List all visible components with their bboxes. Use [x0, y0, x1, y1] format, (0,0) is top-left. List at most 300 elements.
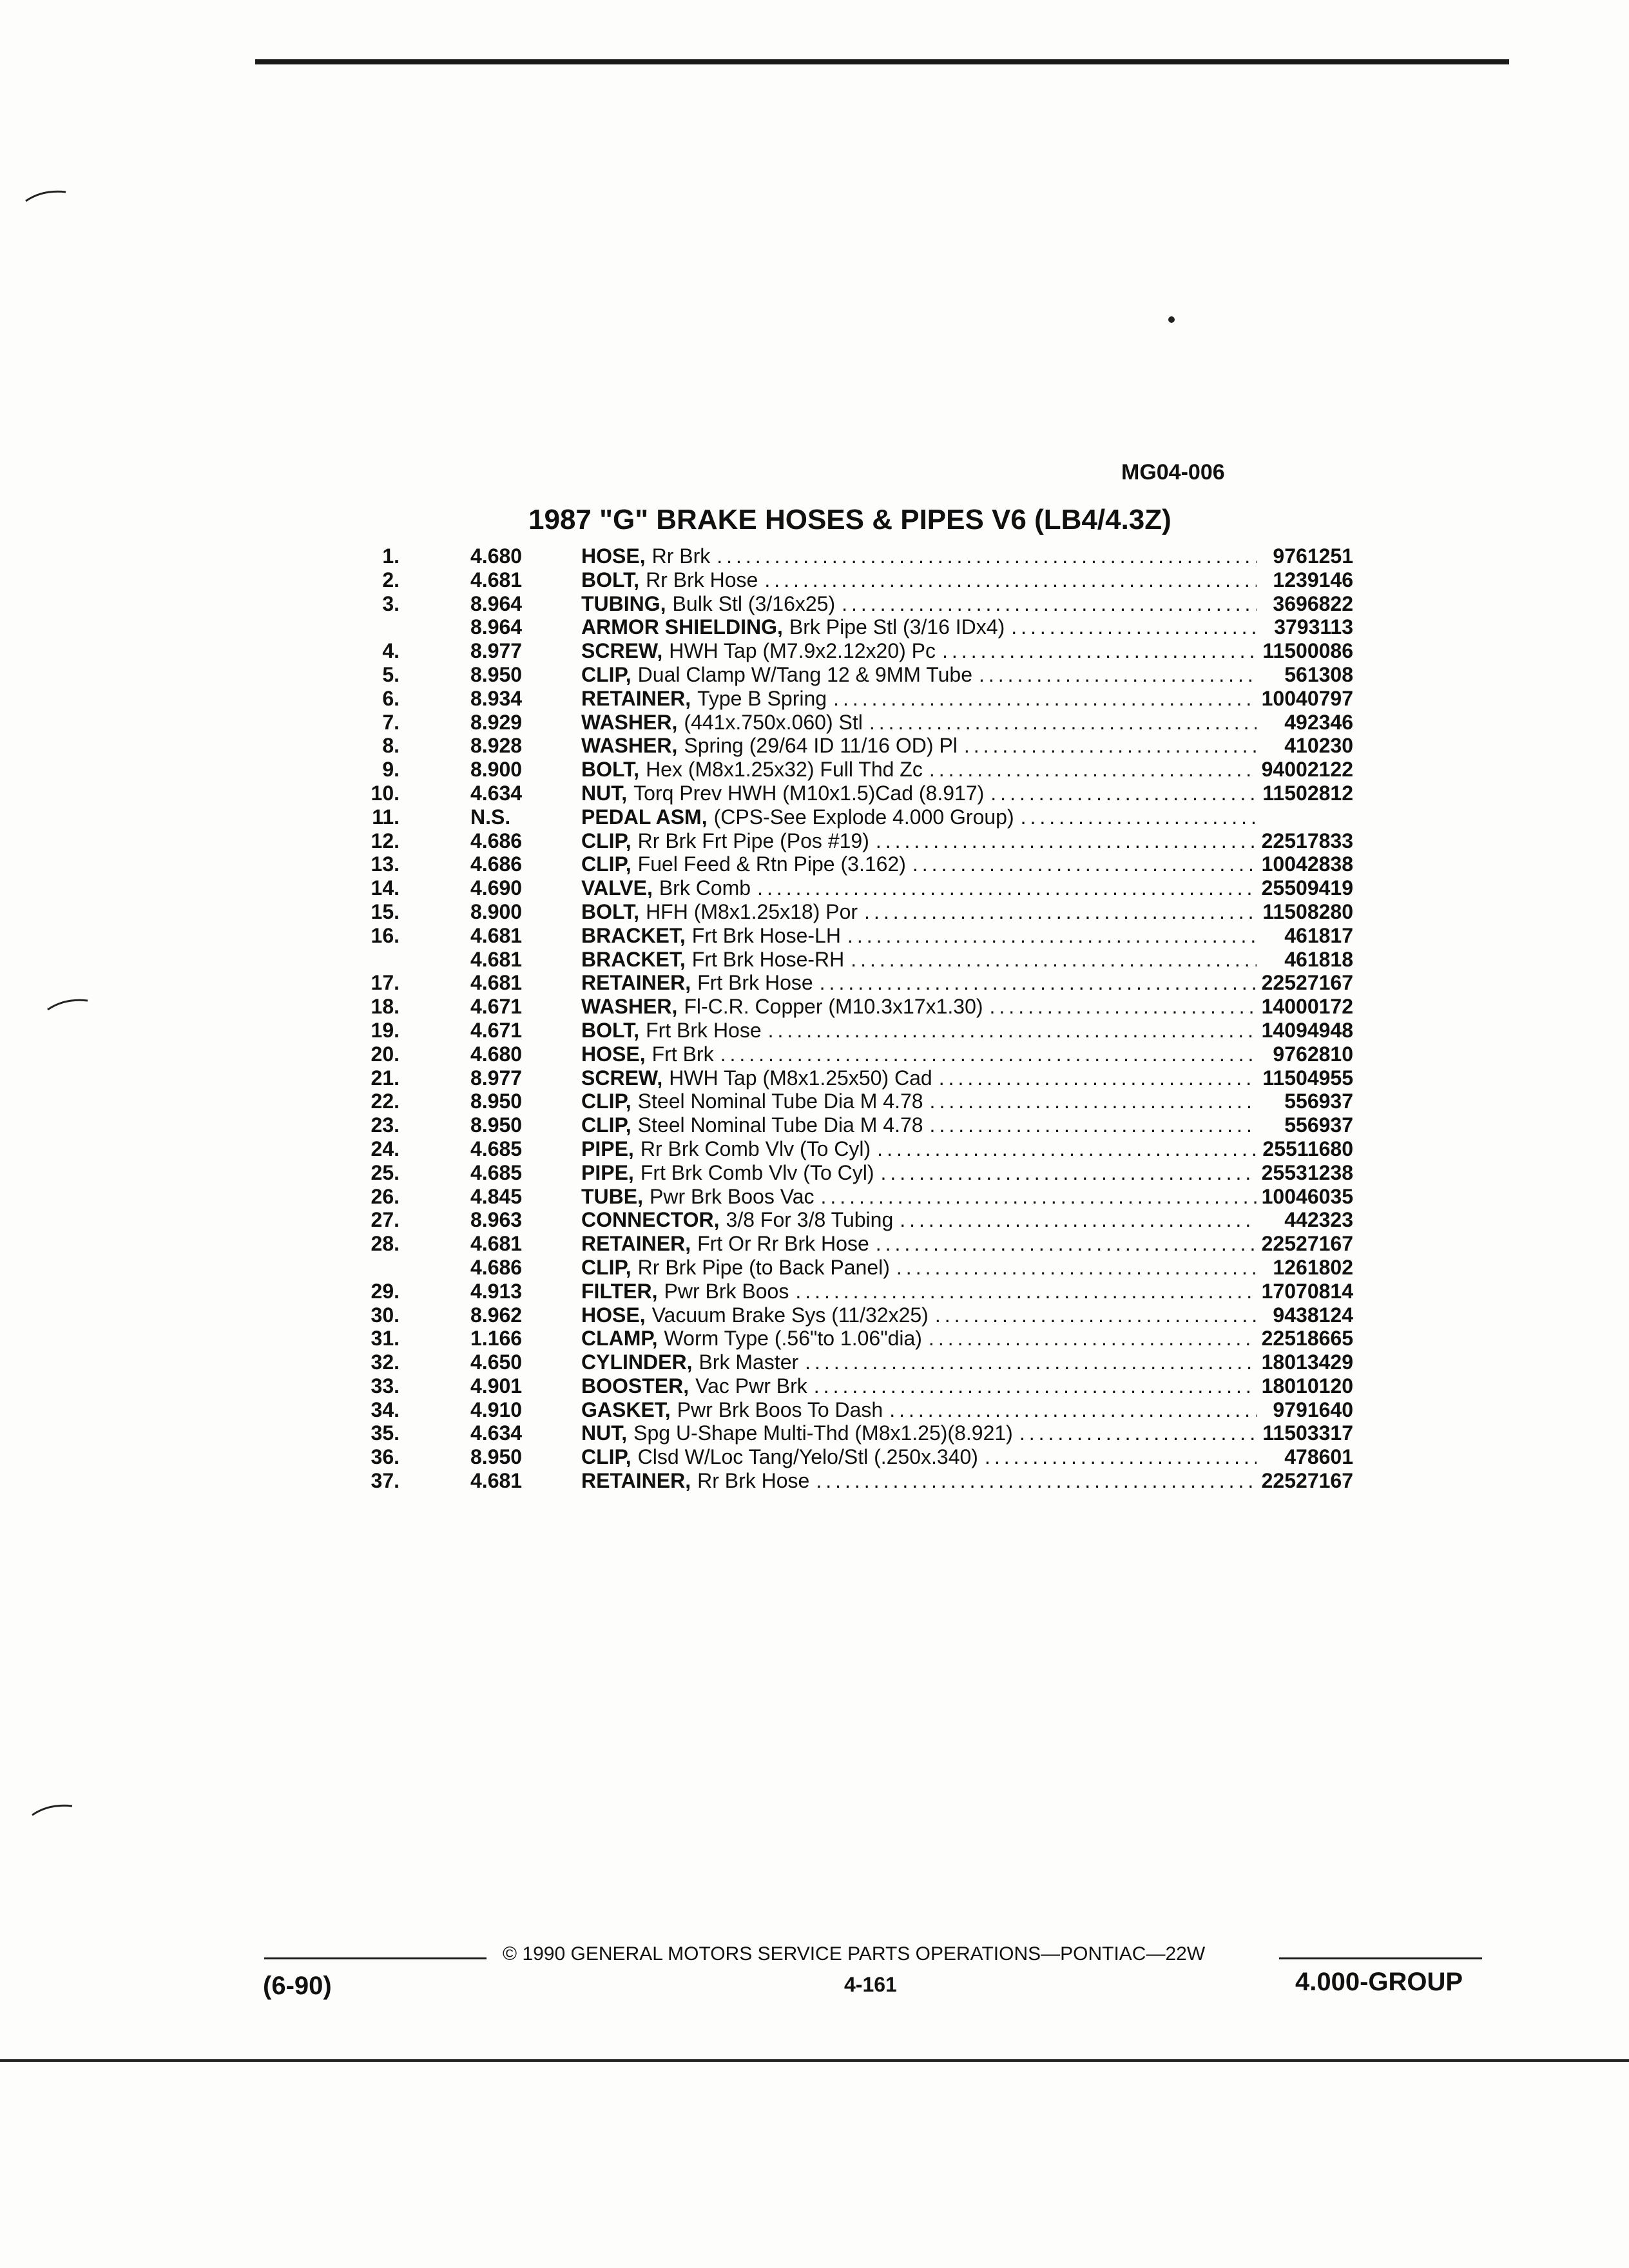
parts-row [342, 829, 1366, 853]
key-number: 8. [382, 734, 400, 758]
scan-mark-1 [23, 187, 68, 206]
part-detail: Rr Brk Comb Vlv (To Cyl) [640, 1137, 871, 1160]
part-number: 11503317 [1262, 1421, 1353, 1445]
part-description [581, 1161, 1257, 1185]
part-detail: Pwr Brk Boos [664, 1279, 789, 1303]
part-name: RETAINER, [581, 686, 691, 710]
key-number: 15. [371, 899, 400, 923]
part-name: CLIP, [581, 829, 631, 852]
part-number: 442323 [1284, 1208, 1353, 1232]
part-detail: Spg U-Shape Multi-Thd (M8x1.25)(8.921) [633, 1421, 1013, 1445]
part-description [581, 1256, 1257, 1280]
part-description [581, 1090, 1257, 1113]
parts-row [342, 924, 1366, 948]
part-detail: Frt Brk Comb Vlv (To Cyl) [640, 1160, 874, 1184]
group-number: 4.685 [470, 1137, 523, 1160]
part-name: SCREW, [581, 1066, 663, 1090]
part-description [581, 1137, 1257, 1161]
part-number: 1239146 [1273, 568, 1353, 591]
leader-dots [1005, 615, 1257, 639]
key-number: 25. [371, 1160, 400, 1184]
part-description [581, 568, 1257, 592]
part-name: RETAINER, [581, 1232, 691, 1256]
parts-row [342, 663, 1366, 687]
leader-dots [984, 782, 1257, 805]
part-detail: Frt Brk Hose [697, 971, 813, 995]
group-number: 4.681 [470, 568, 523, 591]
parts-row [342, 1421, 1366, 1445]
group-number: 4.901 [470, 1374, 523, 1398]
group-number: 4.685 [470, 1160, 523, 1184]
parts-row [342, 1161, 1366, 1185]
leader-dots [858, 900, 1257, 924]
part-description [581, 615, 1257, 639]
key-number: 28. [371, 1232, 400, 1256]
leader-dots [958, 734, 1257, 758]
key-number: 34. [371, 1398, 400, 1421]
key-number: 32. [371, 1350, 400, 1374]
key-number: 16. [371, 923, 400, 947]
key-number: 35. [371, 1421, 400, 1445]
parts-row [342, 805, 1366, 829]
part-number: 25531238 [1261, 1160, 1353, 1184]
page-title: 1987 "G" BRAKE HOSES & PIPES V6 (LB4/4.3Z) [528, 504, 1171, 535]
group-number: 4.686 [470, 1255, 523, 1279]
part-name: NUT, [581, 781, 628, 805]
key-number: 12. [371, 829, 400, 852]
parts-row [342, 1137, 1366, 1161]
key-number: 26. [371, 1184, 400, 1208]
part-name: CONNECTOR, [581, 1208, 720, 1232]
part-name: VALVE, [581, 876, 653, 900]
part-detail: Pwr Brk Boos To Dash [677, 1398, 883, 1421]
part-name: CLAMP, [581, 1327, 658, 1350]
leader-dots [923, 758, 1257, 782]
part-name: HOSE, [581, 544, 646, 568]
group-number: 4.650 [470, 1350, 523, 1374]
parts-row [342, 971, 1366, 995]
copyright-line: © 1990 GENERAL MOTORS SERVICE PARTS OPERATIONS—PONTIAC—22W [503, 1943, 1206, 1965]
leader-dots [922, 1327, 1257, 1350]
part-number: 10042838 [1261, 852, 1353, 876]
leader-dots [923, 1090, 1257, 1113]
leader-dots [932, 1066, 1257, 1090]
part-name: CYLINDER, [581, 1350, 693, 1374]
part-detail: Brk Comb [659, 876, 751, 900]
key-number: 6. [382, 686, 400, 710]
parts-row [342, 639, 1366, 663]
part-detail: Type B Spring [697, 686, 827, 710]
key-number: 18. [371, 995, 400, 1019]
part-detail: Brk Master [699, 1350, 799, 1374]
leader-dots [1014, 805, 1257, 829]
part-description [581, 1208, 1257, 1232]
footer-rule-right [1279, 1957, 1482, 1959]
part-number: 18013429 [1261, 1350, 1353, 1374]
part-name: PIPE, [581, 1137, 634, 1160]
leader-dots [936, 639, 1257, 663]
part-number: 478601 [1284, 1445, 1353, 1469]
parts-row [342, 1208, 1366, 1232]
part-name: FILTER, [581, 1279, 658, 1303]
key-number: 13. [371, 852, 400, 876]
part-detail: Frt Or Rr Brk Hose [697, 1232, 869, 1256]
part-name: BOLT, [581, 1018, 640, 1042]
group-number: 4.671 [470, 995, 523, 1019]
part-name: BOLT, [581, 758, 640, 782]
part-detail: Rr Brk [651, 544, 711, 568]
group-number: 8.977 [470, 639, 523, 663]
parts-row [342, 1066, 1366, 1090]
parts-row [342, 782, 1366, 805]
scan-mark-2 [45, 995, 90, 1015]
part-number: 94002122 [1261, 758, 1353, 782]
parts-row [342, 1019, 1366, 1043]
key-number: 22. [371, 1090, 400, 1113]
part-detail: Steel Nominal Tube Dia M 4.78 [637, 1113, 923, 1137]
leader-dots [874, 1161, 1257, 1185]
parts-row [342, 1327, 1366, 1350]
part-description [581, 711, 1257, 735]
part-detail: Fl-C.R. Copper (M10.3x17x1.30) [684, 995, 983, 1019]
part-detail: HWH Tap (M7.9x2.12x20) Pc [669, 639, 936, 663]
part-name: CLIP, [581, 1255, 631, 1279]
group-number: 4.634 [470, 1421, 523, 1445]
part-detail: Worm Type (.56"to 1.06"dia) [664, 1327, 922, 1350]
part-description [581, 876, 1257, 900]
leader-dots [893, 1208, 1257, 1232]
part-number: 22517833 [1261, 829, 1353, 852]
part-number: 1261802 [1273, 1255, 1353, 1279]
group-number: 8.977 [470, 1066, 523, 1090]
group-number: 8.964 [470, 615, 523, 639]
parts-row [342, 758, 1366, 782]
part-description [581, 1043, 1257, 1066]
parts-row [342, 1185, 1366, 1209]
part-description [581, 1280, 1257, 1303]
part-description [581, 995, 1257, 1019]
part-number: 9761251 [1273, 544, 1353, 568]
part-number: 461817 [1284, 923, 1353, 947]
part-number: 14094948 [1261, 1018, 1353, 1042]
key-number: 5. [382, 662, 400, 686]
leader-dots [923, 1113, 1257, 1137]
parts-row [342, 687, 1366, 711]
parts-row [342, 568, 1366, 592]
part-detail: Steel Nominal Tube Dia M 4.78 [637, 1090, 923, 1113]
group-number: 4.681 [470, 971, 523, 995]
part-description [581, 971, 1257, 995]
part-number: 22527167 [1261, 1232, 1353, 1256]
leader-dots [983, 995, 1257, 1019]
part-detail: HFH (M8x1.25x18) Por [646, 899, 858, 923]
part-description [581, 1185, 1257, 1209]
group-number: 4.910 [470, 1398, 523, 1421]
part-number: 11504955 [1262, 1066, 1353, 1090]
part-description [581, 829, 1257, 853]
key-number: 31. [371, 1327, 400, 1350]
group-number: 4.686 [470, 852, 523, 876]
group-number: 8.900 [470, 758, 523, 782]
leader-dots [890, 1256, 1257, 1280]
part-detail: Pwr Brk Boos Vac [650, 1184, 815, 1208]
parts-row [342, 1113, 1366, 1137]
part-name: WASHER, [581, 734, 678, 758]
key-number: 21. [371, 1066, 400, 1090]
part-detail: Frt Brk Hose [646, 1018, 762, 1042]
key-number: 37. [371, 1469, 400, 1493]
key-number: 36. [371, 1445, 400, 1469]
group-number: 1.166 [470, 1327, 523, 1350]
leader-dots [883, 1398, 1257, 1422]
leader-dots [789, 1280, 1257, 1303]
leader-dots [869, 1232, 1257, 1256]
parts-row [342, 1232, 1366, 1256]
parts-row [342, 544, 1366, 568]
part-number: 561308 [1284, 662, 1353, 686]
part-detail: 3/8 For 3/8 Tubing [726, 1208, 894, 1232]
group-number: N.S. [470, 805, 511, 829]
diagram-ref-code: MG04-006 [1121, 460, 1225, 485]
part-name: GASKET, [581, 1398, 671, 1421]
part-detail: Fuel Feed & Rtn Pipe (3.162) [637, 852, 906, 876]
part-description [581, 1374, 1257, 1398]
part-detail: HWH Tap (M8x1.25x50) Cad [669, 1066, 932, 1090]
revision-date: (6-90) [263, 1972, 332, 2000]
part-number: 9762810 [1273, 1042, 1353, 1066]
key-number: 30. [371, 1303, 400, 1327]
group-number: 8.929 [470, 710, 523, 734]
group-number: 8.950 [470, 1113, 523, 1137]
part-name: PIPE, [581, 1160, 634, 1184]
key-number: 11. [372, 805, 400, 829]
part-description [581, 1327, 1257, 1350]
part-name: TUBING, [581, 591, 666, 615]
parts-row [342, 1280, 1366, 1303]
part-number: 11502812 [1262, 781, 1353, 805]
leader-dots [758, 568, 1257, 592]
part-name: CLIP, [581, 852, 631, 876]
leader-dots [835, 592, 1257, 616]
part-description [581, 1113, 1257, 1137]
group-number: 8.962 [470, 1303, 523, 1327]
key-number: 1. [382, 544, 400, 568]
part-name: BRACKET, [581, 947, 686, 971]
parts-row [342, 1374, 1366, 1398]
group-number: 4.681 [470, 1232, 523, 1256]
part-description [581, 1066, 1257, 1090]
key-number: 14. [371, 876, 400, 900]
part-detail: Hex (M8x1.25x32) Full Thd Zc [646, 758, 923, 782]
parts-row [342, 948, 1366, 972]
part-name: RETAINER, [581, 1469, 691, 1493]
part-name: CLIP, [581, 1090, 631, 1113]
leader-dots [809, 1469, 1257, 1493]
part-detail: Rr Brk Pipe (to Back Panel) [637, 1255, 890, 1279]
parts-row [342, 876, 1366, 900]
part-description [581, 1019, 1257, 1043]
leader-dots [813, 971, 1257, 995]
part-number: 25511680 [1262, 1137, 1353, 1160]
group-number: 8.928 [470, 734, 523, 758]
group-number: 4.690 [470, 876, 523, 900]
part-name: RETAINER, [581, 971, 691, 995]
parts-row [342, 711, 1366, 735]
part-description [581, 852, 1257, 876]
leader-dots [972, 663, 1257, 687]
leader-dots [978, 1445, 1257, 1469]
part-name: NUT, [581, 1421, 628, 1445]
part-name: CLIP, [581, 1113, 631, 1137]
part-number: 9438124 [1273, 1303, 1353, 1327]
parts-row [342, 615, 1366, 639]
part-number: 3793113 [1274, 615, 1353, 639]
part-description [581, 948, 1257, 972]
key-number: 2. [382, 568, 400, 591]
leader-dots [841, 924, 1257, 948]
part-name: HOSE, [581, 1303, 646, 1327]
group-number: 4.681 [470, 1469, 523, 1493]
group-number: 8.950 [470, 1090, 523, 1113]
part-detail: Rr Brk Hose [646, 568, 758, 591]
parts-row [342, 1043, 1366, 1066]
scan-speck [1166, 314, 1177, 325]
leader-dots [863, 711, 1257, 735]
part-detail: Spring (29/64 ID 11/16 OD) Pl [684, 734, 958, 758]
parts-row [342, 1469, 1366, 1493]
part-description [581, 1469, 1257, 1493]
part-detail: (441x.750x.060) Stl [684, 710, 863, 734]
group-number: 4.681 [470, 923, 523, 947]
parts-row [342, 1256, 1366, 1280]
group-number: 4.671 [470, 1018, 523, 1042]
parts-row [342, 995, 1366, 1019]
group-number: 8.964 [470, 591, 523, 615]
part-name: CLIP, [581, 1445, 631, 1469]
part-number: 17070814 [1261, 1279, 1353, 1303]
part-detail: Bulk Stl (3/16x25) [672, 591, 836, 615]
part-number: 22527167 [1261, 971, 1353, 995]
leader-dots [762, 1019, 1257, 1043]
part-number: 11500086 [1262, 639, 1353, 663]
key-number: 10. [371, 781, 400, 805]
part-name: TUBE, [581, 1184, 643, 1208]
part-number: 18010120 [1261, 1374, 1353, 1398]
parts-row [342, 900, 1366, 924]
leader-dots [906, 852, 1257, 876]
part-detail: Frt Brk Hose-LH [691, 923, 841, 947]
part-name: CLIP, [581, 662, 631, 686]
part-number: 22527167 [1261, 1469, 1353, 1493]
parts-row [342, 1350, 1366, 1374]
leader-dots [807, 1374, 1257, 1398]
part-name: BRACKET, [581, 923, 686, 947]
part-number: 10040797 [1261, 686, 1353, 710]
part-detail: Dual Clamp W/Tang 12 & 9MM Tube [637, 662, 972, 686]
part-detail: Vac Pwr Brk [695, 1374, 807, 1398]
key-number: 20. [371, 1042, 400, 1066]
part-detail: Frt Brk [651, 1042, 714, 1066]
bottom-rule [0, 2059, 1629, 2062]
group-number: 8.934 [470, 686, 523, 710]
group-number: 4.686 [470, 829, 523, 852]
part-number: 11508280 [1262, 899, 1353, 923]
part-detail: Vacuum Brake Sys (11/32x25) [651, 1303, 929, 1327]
parts-row [342, 1445, 1366, 1469]
part-detail: Frt Brk Hose-RH [691, 947, 845, 971]
part-name: PEDAL ASM, [581, 805, 708, 829]
leader-dots [1013, 1421, 1257, 1445]
group-number: 8.950 [470, 662, 523, 686]
part-name: WASHER, [581, 995, 678, 1019]
leader-dots [869, 829, 1257, 853]
part-description [581, 1421, 1257, 1445]
part-description [581, 900, 1257, 924]
part-detail: Rr Brk Hose [697, 1469, 810, 1493]
parts-row [342, 1303, 1366, 1327]
key-number: 9. [382, 758, 400, 782]
part-number: 14000172 [1261, 995, 1353, 1019]
leader-dots [844, 948, 1257, 972]
part-name: ARMOR SHIELDING, [581, 615, 783, 639]
part-description [581, 734, 1257, 758]
scan-mark-3 [30, 1801, 75, 1820]
group-number: 8.963 [470, 1208, 523, 1232]
part-description [581, 1303, 1257, 1327]
key-number: 27. [371, 1208, 400, 1232]
leader-dots [814, 1185, 1257, 1209]
part-description [581, 924, 1257, 948]
key-number: 17. [371, 971, 400, 995]
part-number: 3696822 [1273, 591, 1353, 615]
parts-row [342, 734, 1366, 758]
parts-row [342, 592, 1366, 616]
part-description [581, 592, 1257, 616]
part-description [581, 544, 1257, 568]
part-number: 10046035 [1261, 1184, 1353, 1208]
parts-row [342, 1090, 1366, 1113]
parts-row [342, 852, 1366, 876]
group-label: 4.000-GROUP [1295, 1968, 1463, 1996]
leader-dots [714, 1043, 1257, 1066]
part-name: BOLT, [581, 568, 640, 591]
part-description [581, 687, 1257, 711]
footer-rule-left [264, 1957, 487, 1959]
part-number: 9791640 [1273, 1398, 1353, 1421]
leader-dots [827, 687, 1257, 711]
key-number: 3. [382, 591, 400, 615]
part-number: 25509419 [1261, 876, 1353, 900]
part-number: 22518665 [1261, 1327, 1353, 1350]
leader-dots [871, 1137, 1257, 1161]
part-name: WASHER, [581, 710, 678, 734]
parts-row [342, 1398, 1366, 1422]
key-number: 4. [382, 639, 400, 663]
part-description [581, 1398, 1257, 1422]
leader-dots [929, 1303, 1257, 1327]
part-description [581, 1232, 1257, 1256]
part-description [581, 805, 1257, 829]
part-number: 410230 [1284, 734, 1353, 758]
group-number: 8.950 [470, 1445, 523, 1469]
part-number: 492346 [1284, 710, 1353, 734]
group-number: 4.913 [470, 1279, 523, 1303]
part-detail: Torq Prev HWH (M10x1.5)Cad (8.917) [633, 781, 985, 805]
part-description [581, 782, 1257, 805]
part-detail: Clsd W/Loc Tang/Yelo/Stl (.250x.340) [637, 1445, 978, 1469]
group-number: 4.681 [470, 947, 523, 971]
group-number: 4.634 [470, 781, 523, 805]
